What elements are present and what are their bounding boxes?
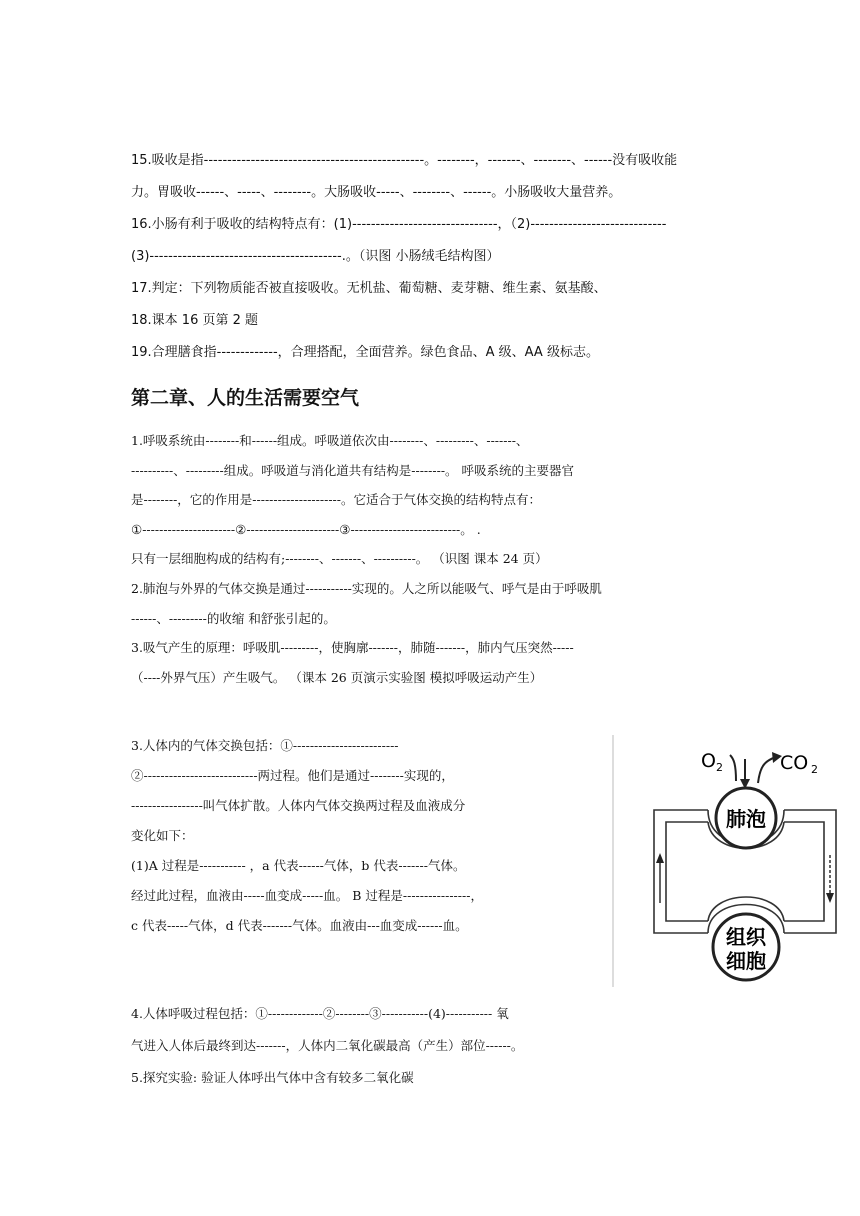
- text-line: ----------、---------组成。呼吸道与消化道共有结构是--------。 呼吸系统的主要器官: [131, 462, 575, 478]
- co2-label: CO: [780, 752, 809, 774]
- co2-subscript: 2: [811, 763, 818, 776]
- text-line: （----外界气压）产生吸气。 （课本 26 页演示实验图 模拟呼吸运动产生）: [131, 669, 543, 685]
- tissue-label-line1: 组织: [726, 925, 766, 949]
- chapter-title: 第二章、人的生活需要空气: [131, 387, 360, 409]
- text-line: 18.课本 16 页第 2 题: [131, 313, 259, 328]
- text-line: 是--------，它的作用是---------------------。它适合于气体交换的结构特点有：: [131, 492, 541, 508]
- text-line: ①----------------------②----------------------③--------------------------。 .: [131, 521, 481, 537]
- alveolus-label: 肺泡: [726, 807, 766, 831]
- respiration-questions: [131, 426, 736, 692]
- digestion-questions: [131, 145, 731, 369]
- text-line: ②---------------------------两过程。他们是通过--------实现的，: [131, 768, 454, 783]
- text-line: 19.合理膳食指-------------，合理搭配，全面营养。绿色食品、A 级、AA 级标志。: [131, 345, 599, 360]
- text-line: 经过此过程，血液由-----血变成-----血。 B 过程是----------------，: [131, 888, 483, 903]
- text-line: 变化如下：: [131, 828, 194, 843]
- tissue-label-line2: 细胞: [726, 949, 766, 973]
- text-line: 1.呼吸系统由--------和------组成。呼吸道依次由--------、---------、-------、: [131, 433, 529, 448]
- text-line: 3.人体内的气体交换包括：①-------------------------: [131, 738, 399, 753]
- text-line: (3)-----------------------------------------.。（识图 小肠绒毛结构图）: [131, 249, 500, 264]
- o2-subscript: 2: [716, 761, 723, 774]
- text-line: 17.判定：下列物质能否被直接吸收。无机盐、葡萄糖、麦芽糖、维生素、氨基酸、: [131, 281, 607, 296]
- o2-label: O: [701, 750, 716, 772]
- text-line: c 代表-----气体，d 代表-------气体。血液由---血变成------血。: [131, 918, 468, 933]
- flow-up-arrowhead-icon: [656, 853, 664, 863]
- text-line: 16.小肠有利于吸收的结构特点有：(1)-------------------------------，（2)-----------------------------: [131, 217, 667, 232]
- text-line: 只有一层细胞构成的结构有;--------、-------、----------。 （识图 课本 24 页）: [131, 551, 548, 567]
- text-line: 5.探究实验: 验证人体呼出气体中含有较多二氧化碳: [131, 1070, 414, 1085]
- text-line: 力。胃吸收------、-----、--------。大肠吸收-----、--------、------。小肠吸收大量营养。: [131, 185, 622, 200]
- text-line: 4.人体呼吸过程包括：①-------------②--------③-----------(4)----------- 氧: [131, 1006, 509, 1021]
- text-line: -----------------叫气体扩散。人体内气体交换两过程及血液成分: [131, 798, 466, 813]
- text-line: 气进入人体后最终到达-------，人体内二氧化碳最高（产生）部位------。: [131, 1038, 524, 1053]
- gas-exchange-questions: [131, 731, 611, 941]
- gas-exchange-svg: [612, 735, 846, 987]
- text-line: ------、---------的收缩 和舒张引起的。: [131, 610, 336, 626]
- breathing-process-questions: [131, 998, 736, 1094]
- text-line: 2.肺泡与外界的气体交换是通过-----------实现的。人之所以能吸气、呼气是由于呼吸肌: [131, 580, 602, 596]
- flow-down-arrowhead-icon: [826, 893, 834, 903]
- text-line: 3.吸气产生的原理：呼吸肌---------，使胸廓-------，肺随-------，肺内气压突然-----: [131, 640, 574, 656]
- text-line: 15.吸收是指-----------------------------------------------。--------，-------、--------、------没有吸收能: [131, 153, 678, 168]
- text-line: (1)A 过程是----------- ，a 代表------气体，b 代表-------气体。: [131, 858, 466, 873]
- gas-exchange-diagram: [612, 735, 846, 987]
